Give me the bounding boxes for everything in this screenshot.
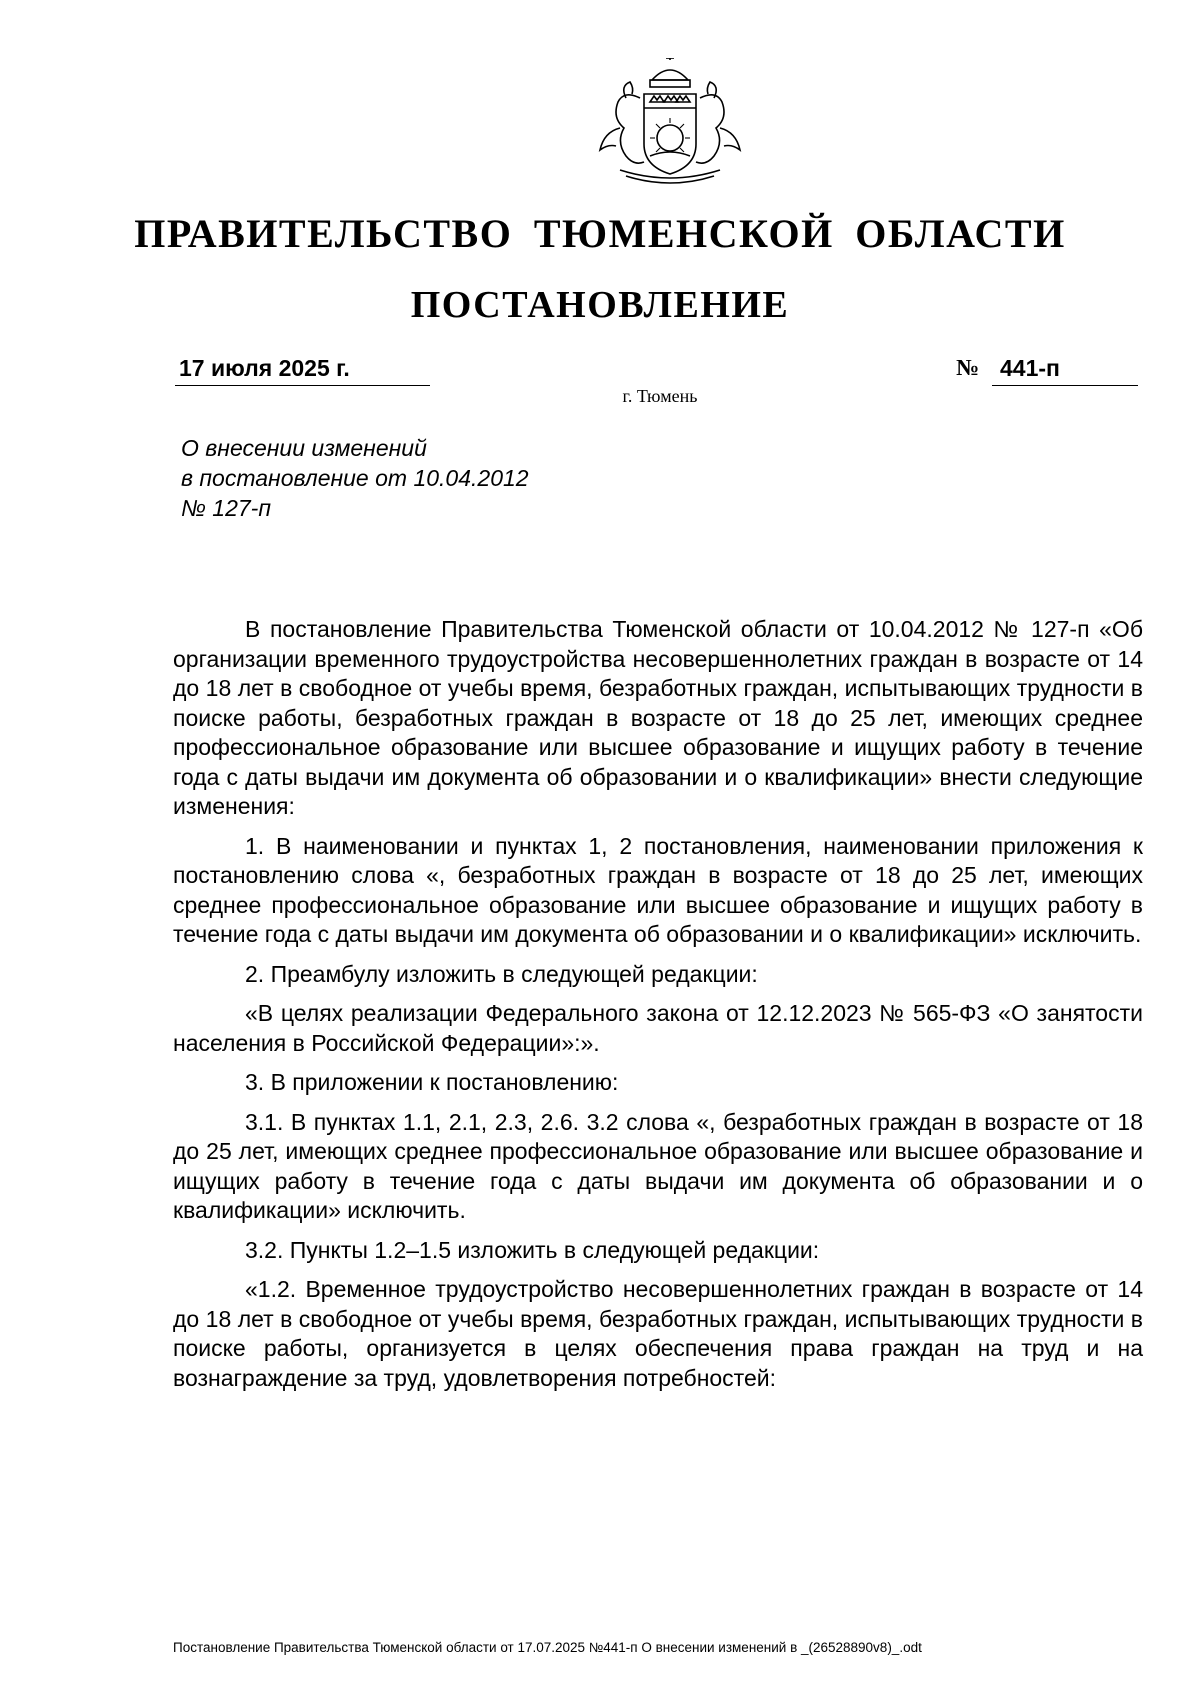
document-date: 17 июля 2025 г. (179, 355, 350, 381)
document-subject (181, 433, 701, 523)
number-underline (992, 355, 1138, 386)
city-label: г. Тюмень (622, 386, 698, 406)
document-date-field (175, 355, 430, 386)
body-paragraph: «В целях реализации Федерального закона от 12.12.2023 № 565-ФЗ «О занятости населения в Российской Федерации»:». (173, 1000, 1143, 1056)
body-paragraph: 1. В наименовании и пунктах 1, 2 постановления, наименовании приложения к постановлению слова «, безработных граждан в возрасте от 18 до 25 лет, имеющих среднее профессиональное образование или высшее образование и ищущих работу в течение года с даты выдачи им документа об образовании и о квалификации» исключить. (173, 832, 1143, 947)
coat-of-arms-icon (590, 58, 750, 188)
body-paragraph: 3. В приложении к постановлению: (245, 1069, 619, 1095)
subject-line: № 127-п (181, 495, 271, 521)
subject-line: О внесении изменений (181, 435, 427, 461)
body-paragraph: «1.2. Временное трудоустройство несовершеннолетних граждан в возрасте от 14 до 18 лет в свободное от учебы время, безработных граждан, испытывающих трудности в поиске работы, организуется в целях обеспечения права граждан на труд и на вознаграждение за труд, удовлетворения потребностей: (173, 1276, 1143, 1391)
body-paragraph: 3.2. Пункты 1.2–1.5 изложить в следующей редакции: (245, 1236, 820, 1263)
body-paragraph: В постановление Правительства Тюменской области от 10.04.2012 № 127-п «Об организации временного трудоустройства несовершеннолетних граждан в возрасте от 14 до 18 лет в свободное от учебы время, безработных граждан, испытывающих трудности в поиске работы, безработных граждан в возрасте от 18 до 25 лет, имеющих среднее профессиональное образование или высшее образование и ищущих работу в течение года с даты выдачи им документа об образовании и о квалификации» внести следующие изменения: (173, 616, 1143, 819)
document-body (173, 615, 1143, 1403)
document-footer: Постановление Правительства Тюменской области от 17.07.2025 №441-п О внесении изменений в _(26528890v8)_.odt (173, 1640, 922, 1655)
body-paragraph: 3.1. В пунктах 1.1, 2.1, 2.3, 2.6. 3.2 слова «, безработных граждан в возрасте от 18 до 25 лет, имеющих среднее профессиональное образование или высшее образование и ищущих работу в течение года с даты выдачи им документа об образовании и о квалификации» исключить. (173, 1108, 1143, 1223)
body-paragraph: 2. Преамбулу изложить в следующей редакции: (245, 960, 758, 987)
document-number: 441-п (1000, 355, 1060, 381)
subject-line: в постановление от 10.04.2012 (181, 465, 529, 491)
organization-title: ПРАВИТЕЛЬСТВО ТЮМЕНСКОЙ ОБЛАСТИ (134, 211, 1066, 256)
document-type: ПОСТАНОВЛЕНИЕ (410, 284, 790, 326)
number-sign: № (956, 355, 980, 380)
document-number-field (956, 355, 1138, 385)
